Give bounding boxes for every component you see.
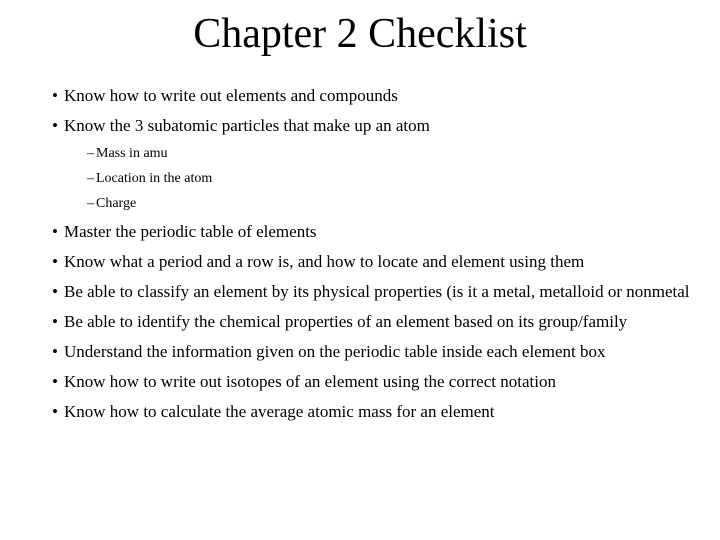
checklist-item: • Be able to identify the chemical properties of an element based on its group/family <box>52 310 692 334</box>
checklist-item: • Know the 3 subatomic particles that make up an atom <box>52 114 692 138</box>
checklist-item: • Understand the information given on the periodic table inside each element box <box>52 340 692 364</box>
checklist-item: • Master the periodic table of elements <box>52 220 692 244</box>
checklist <box>52 84 692 430</box>
checklist-item: • Know what a period and a row is, and how to locate and element using them <box>52 250 692 274</box>
checklist-item: • Be able to classify an element by its physical properties (is it a metal, metalloid or nonmetal <box>52 280 692 304</box>
slide-title: Chapter 2 Checklist <box>193 11 527 57</box>
checklist-item: • Know how to calculate the average atomic mass for an element <box>52 400 692 424</box>
sub-checklist-item: – Charge <box>88 194 692 214</box>
sub-checklist <box>52 144 692 214</box>
sub-checklist-container <box>52 144 692 214</box>
checklist-item: • Know how to write out elements and compounds <box>52 84 692 108</box>
sub-checklist-item: – Mass in amu <box>88 144 692 164</box>
checklist-item: • Know how to write out isotopes of an element using the correct notation <box>52 370 692 394</box>
sub-checklist-item: – Location in the atom <box>88 169 692 189</box>
